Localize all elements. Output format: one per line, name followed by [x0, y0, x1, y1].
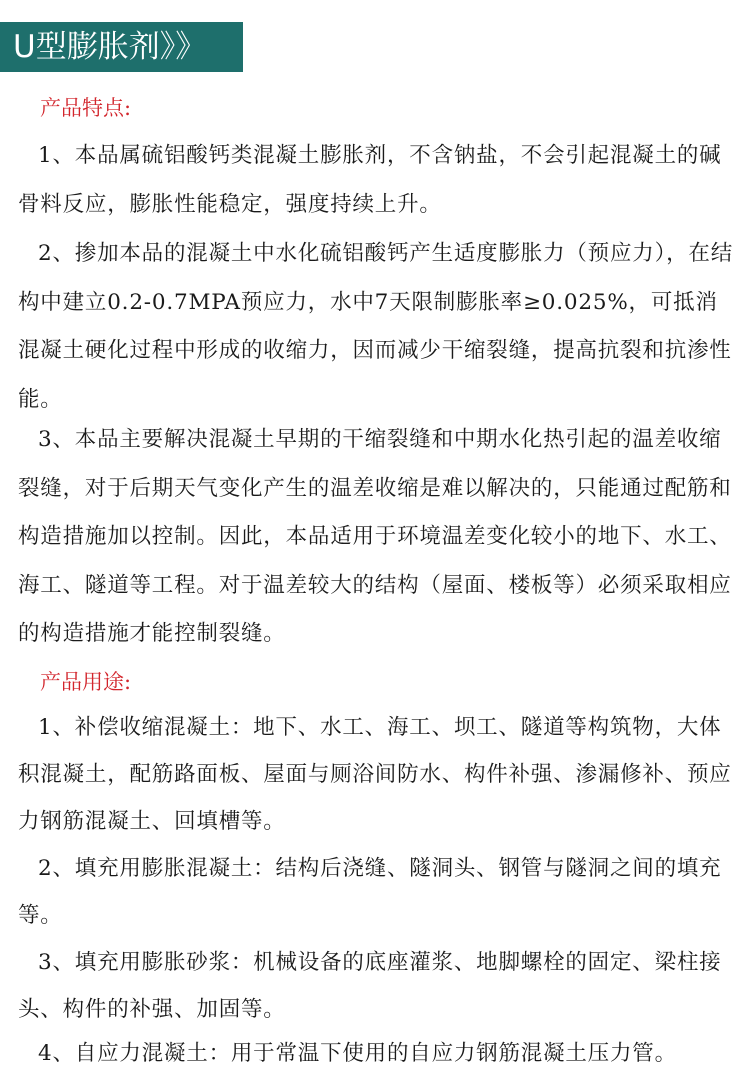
- feature-item-2: 2、掺加本品的混凝土中水化硫铝酸钙产生适度膨胀力（预应力），在结构中建立0.2-0.7MPA预应力，水中7天限制膨胀率≥0.025%，可抵消混凝土硬化过程中形成的收缩力，因而减少干缩裂缝，提高抗裂和抗渗性能。: [18, 241, 734, 412]
- features-heading: 产品特点:: [40, 96, 132, 120]
- uses-heading: 产品用途:: [40, 670, 132, 694]
- use-item-4: 4、自应力混凝土：用于常温下使用的自应力钢筋混凝土压力管。: [38, 1041, 677, 1066]
- product-banner-title: U型膨胀剂》》: [0, 22, 243, 72]
- use-item-2: 2、填充用膨胀混凝土：结构后浇缝、隧洞头、钢管与隧洞之间的填充等。: [18, 856, 722, 928]
- feature-item-3: 3、本品主要解决混凝土早期的干缩裂缝和中期水化热引起的温差收缩裂缝，对于后期天气变化产生的温差收缩是难以解决的，只能通过配筋和构造措施加以控制。因此，本品适用于环境温差变化较小的地下、水工、海工、隧道等工程。对于温差较大的结构（屋面、楼板等）必须采取相应的构造措施才能控制裂缝。: [18, 427, 732, 646]
- use-item-1: 1、补偿收缩混凝土：地下、水工、海工、坝工、隧道等构筑物，大体积混凝土，配筋路面板、屋面与厕浴间防水、构件补强、渗漏修补、预应力钢筋混凝土、回填槽等。: [18, 715, 732, 834]
- feature-item-1: 1、本品属硫铝酸钙类混凝土膨胀剂，不含钠盐，不会引起混凝土的碱骨料反应，膨胀性能稳定，强度持续上升。: [18, 143, 722, 217]
- use-item-3: 3、填充用膨胀砂浆：机械设备的底座灌浆、地脚螺栓的固定、梁柱接头、构件的补强、加固等。: [18, 950, 722, 1022]
